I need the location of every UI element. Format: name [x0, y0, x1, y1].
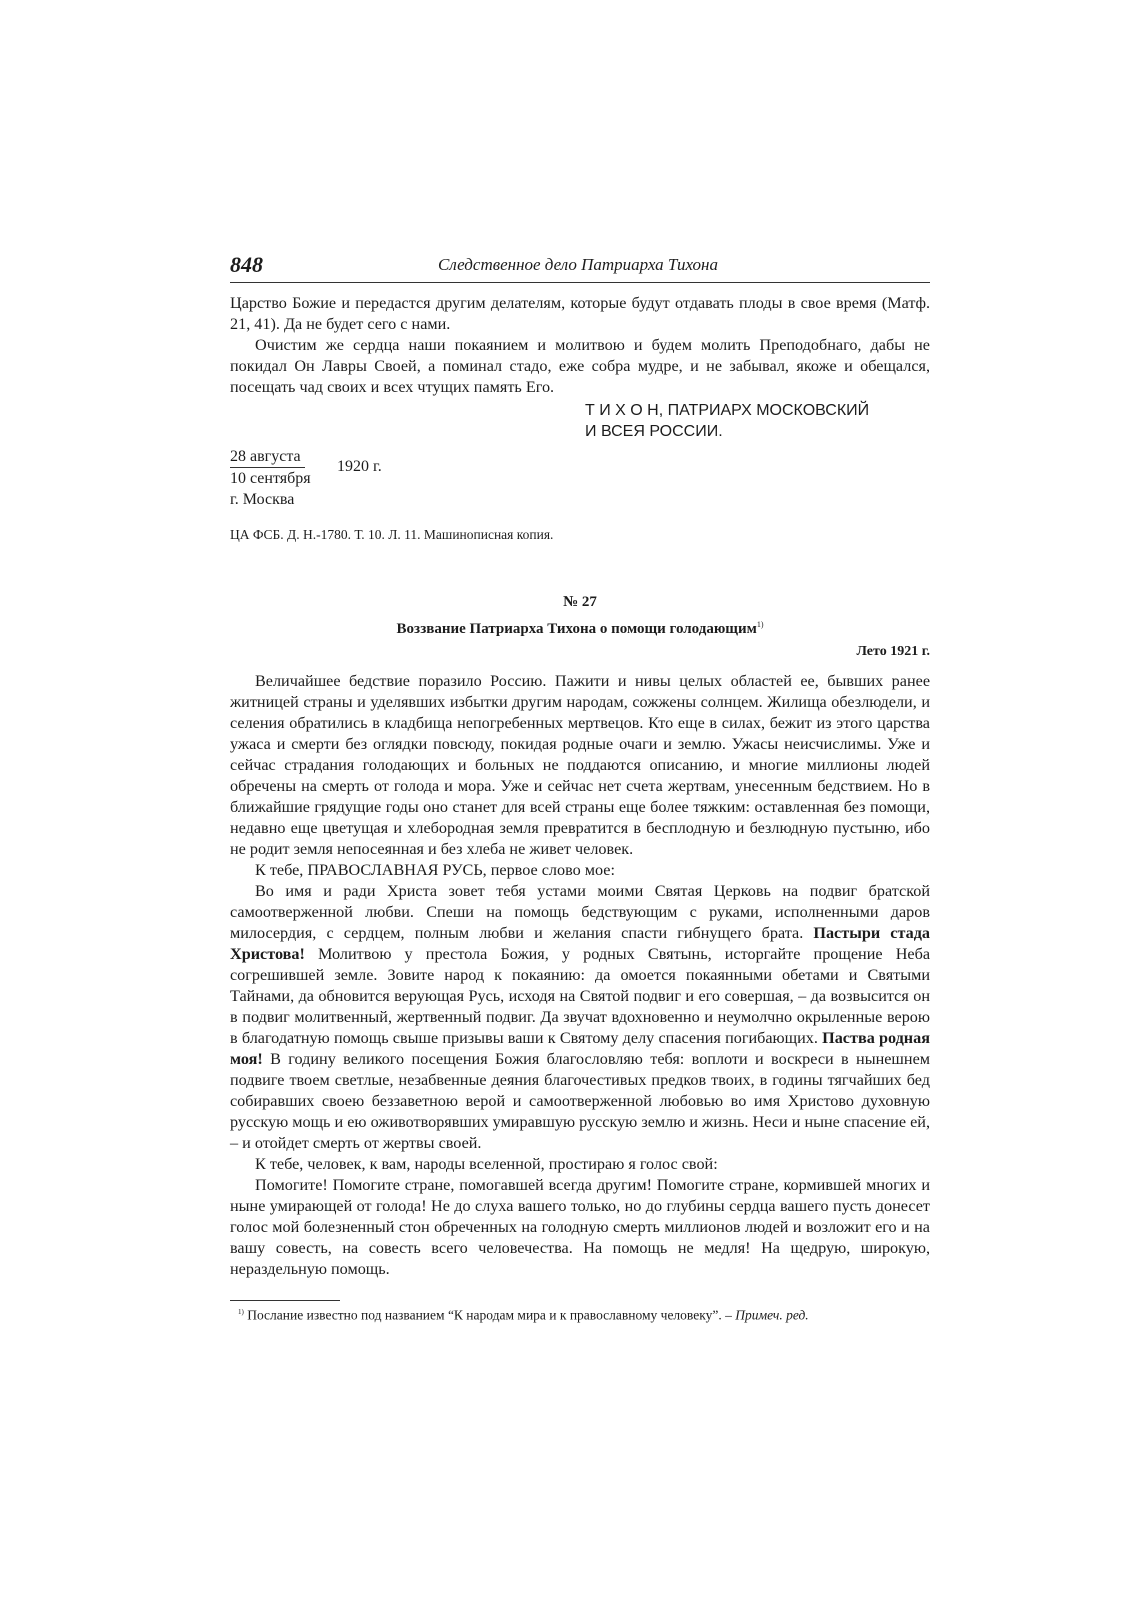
text-run: Молитвою у престола Божия, у родных Святынь, исторгайте прощение Неба согрешившей земле. Зовите народ к покаянию: да омоется покаянными обетами и Святыми Тайнами, да обновится верующая Русь, исходя на Святой подвиг и его совершая, – да возвысится он в подвиг молитвенный, жертвенный подвиг. Да звучат вдохновенно и неумолчно окрыленные верою в благодатную помощь свыше призывы ваши к Святому делу спасения погибающих.	[230, 945, 930, 1047]
footnote-text: Послание известно под названием “К народам мира и к православному человеку”. –	[243, 1307, 736, 1323]
footnote-rule	[230, 1300, 340, 1301]
footnote	[230, 1303, 930, 1325]
bold-phrase: Паства родная моя!	[230, 1029, 930, 1068]
dateline	[230, 446, 930, 510]
signature-line: И ВСЕЯ РОССИИ.	[585, 423, 723, 440]
running-head	[230, 252, 930, 283]
book-page	[230, 252, 930, 1325]
paragraph: К тебе, человек, к вам, народы вселенной, простираю я голос свой:	[255, 1155, 718, 1173]
paragraph	[230, 881, 930, 1154]
paragraph: К тебе, ПРАВОСЛАВНАЯ РУСЬ, первое слово мое:	[255, 861, 615, 879]
date-fraction	[230, 446, 311, 510]
footnote-mark: 1)	[238, 1308, 244, 1316]
footnote-reference: 1)	[756, 620, 764, 629]
source-note: ЦА ФСБ. Д. Н.-1780. Т. 10. Л. 11. Машинописная копия.	[230, 527, 554, 542]
document-date: Лето 1921 г.	[856, 644, 930, 659]
signature-line: Т И Х О Н, ПАТРИАРХ МОСКОВСКИЙ	[585, 402, 870, 419]
signature	[585, 400, 930, 442]
paragraph: Помогите! Помогите стране, помогавшей всегда другим! Помогите стране, кормившей многих и ныне умирающей от голода! Не до слуха вашего только, но до глубины сердца вашего пусть донесет голос мой болезненный стон обреченных на голодную смерть миллионов людей и возложит его и на вашу совесть, на совесть всего человечества. На помощь не медля! На щедрую, широкую, нераздельную помощь.	[230, 1176, 930, 1278]
document-body	[230, 671, 930, 1280]
bold-phrase: Пастыри стада Христова!	[230, 924, 930, 963]
paragraph: Очистим же сердца наши покаянием и молитвою и будем молить Преподобнаго, дабы не покидал Он Лавры Своей, а поминал стадо, еже собра мудре, и не забывал, якоже и обещался, посещать чад своих и всех чтущих память Его.	[230, 336, 930, 396]
running-title: Следственное дело Патриарха Тихона	[438, 255, 718, 274]
text-run: В годину великого посещения Божия благословляю тебя: воплоти и воскреси в нынешнем подвиге твоем светлые, незабвенные деяния благочестивых предков твоих, в годины тягчайших бед собиравших своею беззаветною верой и самоотверженной любовью во имя Христово духовную русскую мощь и ею оживотворявших умиравшую русскую землю и жизнь. Неси и ныне спасение ей, – и отойдет смерть от жертвы своей.	[230, 1050, 930, 1152]
text-run: Во имя и ради Христа зовет тебя устами моими Святая Церковь на подвиг братской самоотверженной любви. Спеши на помощь бедствующим с руками, исполненными даров милосердия, с сердцем, полным любви и желания спасти гибнущего брата.	[230, 882, 930, 942]
paragraph: Царство Божие и передастся другим делателям, которые будут отдавать плоды в свое время (Матф. 21, 41). Да не будет сего с нами.	[230, 294, 930, 333]
continuation-text	[230, 293, 930, 398]
document-title-text: Воззвание Патриарха Тихона о помощи голодающим	[396, 621, 757, 637]
paragraph: Величайшее бедствие поразило Россию. Пажити и нивы целых областей ее, бывших ранее житницей страны и уделявших избытки другим народам, сожжены солнцем. Жилища обезлюдели, и селения обратились в кладбища непогребенных мертвецов. Кто еще в силах, бежит из этого царства ужаса и смерти без оглядки повсюду, покидая родные очаги и землю. Ужасы неисчислимы. Уже и сейчас страдания голодающих и больных не поддаются описанию, и многие миллионы людей обречены на смерть от голода и мора. Уже и сейчас нет счета жертвам, унесенным бедствием. Но в ближайшие грядущие годы оно станет для всей страны еще более тяжким: оставленная без помощи, недавно еще цветущая и хлебородная земля превратится в бесплодную и безлюдную пустыню, ибо не родит земля непосеянная и без хлеба не живет человек.	[230, 672, 930, 858]
date-new-style: 10 сентября	[230, 470, 311, 487]
date-old-style: 28 августа	[230, 446, 305, 468]
page-number: 848	[230, 252, 263, 277]
document-title	[230, 620, 930, 638]
date-year: 1920 г.	[337, 458, 382, 475]
date-place: г. Москва	[230, 491, 295, 508]
footnote-editor-note: Примеч. ред.	[735, 1307, 809, 1323]
document-number: № 27	[563, 594, 597, 610]
